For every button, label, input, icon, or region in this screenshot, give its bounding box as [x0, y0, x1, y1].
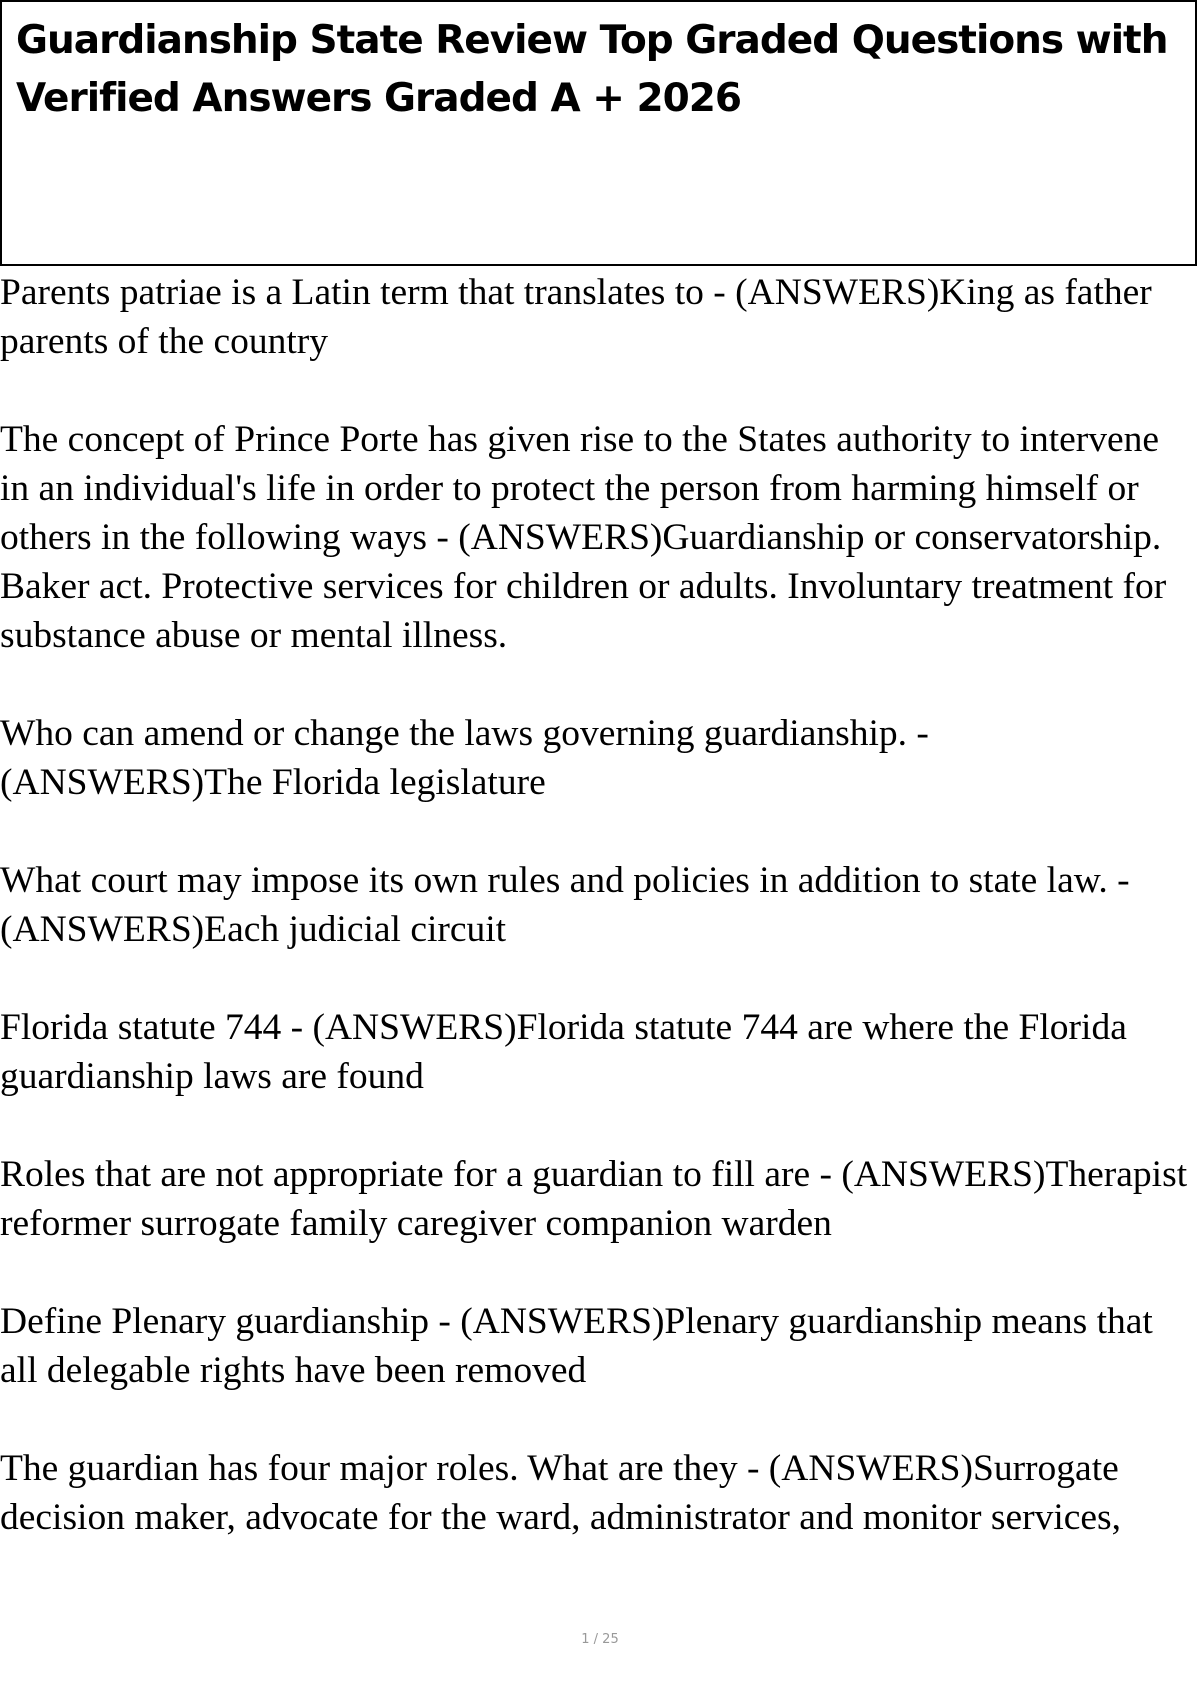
qa-entry: Who can amend or change the laws governing guardianship. - (ANSWERS)The Florida legislature	[0, 713, 929, 803]
qa-entry: Roles that are not appropriate for a guardian to fill are - (ANSWERS)Therapist reformer surrogate family caregiver companion warden	[0, 1154, 1188, 1244]
document-title: Guardianship State Review Top Graded Questions with Verified Answers Graded A + 2026	[16, 18, 1168, 121]
qa-entry: What court may impose its own rules and policies in addition to state law. - (ANSWERS)Each judicial circuit	[0, 860, 1130, 950]
qa-entry: The concept of Prince Porte has given rise to the States authority to intervene in an individual's life in order to protect the person from harming himself or others in the following ways - (ANSWERS)Guardianship or conservatorship. Baker act. Protective services for children or adults. Involuntary treatment for substance abuse or mental illness.	[0, 419, 1167, 656]
title-box	[0, 0, 1197, 266]
page-number: 1 / 25	[581, 1632, 619, 1647]
qa-entry: Define Plenary guardianship - (ANSWERS)Plenary guardianship means that all delegable rights have been removed	[0, 1301, 1153, 1391]
qa-entry: Parents patriae is a Latin term that translates to - (ANSWERS)King as father parents of the country	[0, 272, 1152, 362]
qa-entry: Florida statute 744 - (ANSWERS)Florida statute 744 are where the Florida guardianship laws are found	[0, 1007, 1127, 1097]
document-body	[0, 268, 1196, 1591]
qa-entry: The guardian has four major roles. What are they - (ANSWERS)Surrogate decision maker, advocate for the ward, administrator and monitor services,	[0, 1448, 1122, 1538]
